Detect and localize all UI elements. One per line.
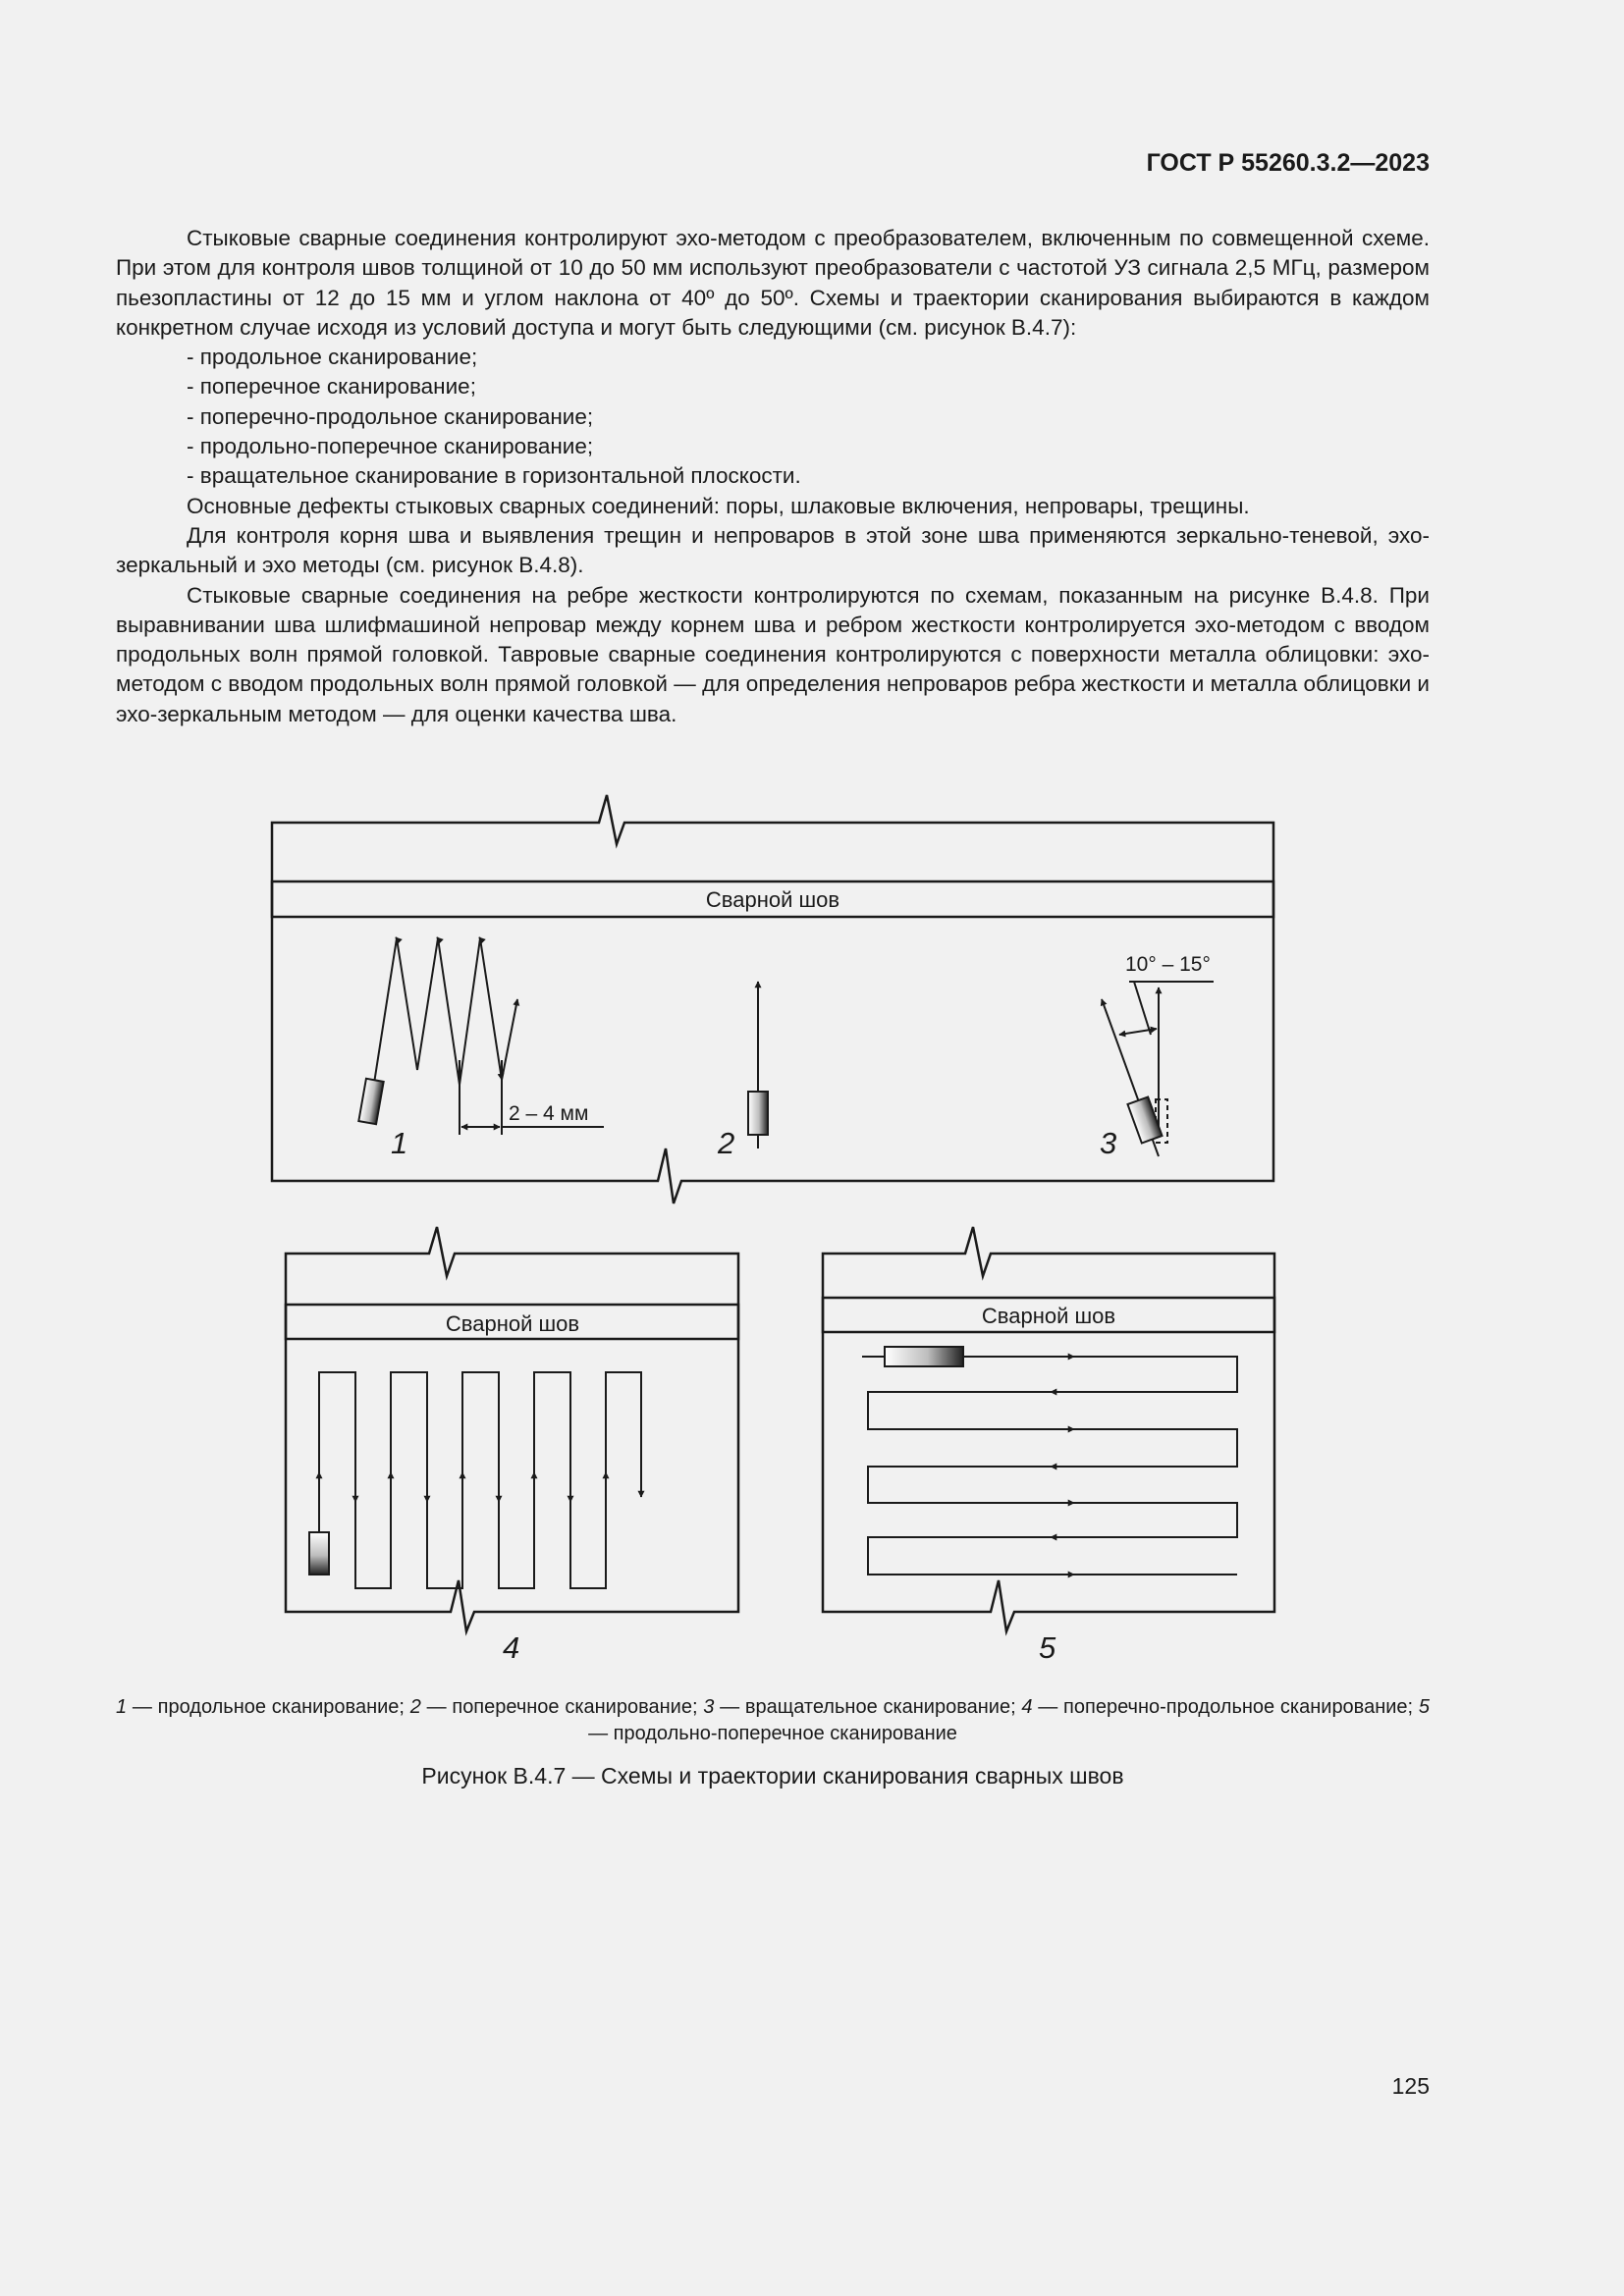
- list-item: - продольное сканирование;: [187, 345, 478, 370]
- figure-caption: Рисунок В.4.7 — Схемы и траектории сканирования сварных швов: [421, 1763, 1124, 1789]
- body-text: [116, 224, 1430, 729]
- scheme-number-3: 3: [1100, 1126, 1117, 1160]
- paragraph-2: Основные дефекты стыковых сварных соединений: поры, шлаковые включения, непровары, трещины.: [187, 493, 1250, 518]
- probe-2: [748, 1092, 768, 1135]
- figure-legend: [116, 1694, 1430, 1747]
- legend-text: — продольно-поперечное сканирование: [588, 1723, 957, 1744]
- transverse-scanning-scheme: [717, 982, 768, 1160]
- legend-text: — поперечное сканирование;: [420, 1696, 704, 1718]
- scanning-schemes-figure: [255, 793, 1306, 1682]
- legend-number: 3: [703, 1696, 715, 1718]
- list-item: - поперечное сканирование;: [187, 374, 476, 400]
- legend-number: 1: [116, 1696, 128, 1718]
- weld-seam-label: Сварной шов: [981, 1304, 1116, 1328]
- legend-text: — поперечно-продольное сканирование;: [1032, 1696, 1419, 1718]
- scheme-number-1: 1: [391, 1126, 408, 1160]
- top-panel: [272, 795, 1273, 1203]
- probe-5: [885, 1347, 963, 1366]
- scheme-number-2: 2: [718, 1126, 735, 1160]
- legend-number: 5: [1418, 1696, 1430, 1718]
- paragraph-4: Стыковые сварные соединения на ребре жесткости контролируются по схемам, показанным на рисунке В.4.8. При выравнивании шва шлифмашиной непровар между корнем шва и ребром жесткости контролируется эхо-методом с вводом продольных волн прямой головкой. Тавровые сварные соединения контролируются с поверхности металла облицовки: эхо-методом с вводом продольных волн прямой головкой — для определения непроваров ребра жесткости и металла облицовки и эхо-зеркальным методом — для оценки качества шва.: [116, 582, 1430, 726]
- page-number: 125: [1391, 2073, 1430, 2099]
- scheme-number-4: 4: [503, 1630, 520, 1665]
- weld-seam-label: Сварной шов: [445, 1311, 580, 1336]
- weld-seam-label: Сварной шов: [705, 887, 840, 912]
- legend-text: — вращательное сканирование;: [714, 1696, 1022, 1718]
- dimension-label: 2 – 4 мм: [509, 1102, 589, 1125]
- probe-3: [1127, 1097, 1162, 1144]
- legend-number: 4: [1021, 1696, 1033, 1718]
- paragraph-1: Стыковые сварные соединения контролируют эхо-методом с преобразователем, включенным по совмещенной схеме. При этом для контроля швов толщиной от 10 до 50 мм используют преобразователи с частотой УЗ сигнала 2,5 МГц, размером пьезопластины от 12 до 15 мм и углом наклона от 40º до 50º. Схемы и траектории сканирования выбираются в каждом конкретном случае исходя из условий доступа и могут быть следующими (см. рисунок В.4.7):: [116, 226, 1430, 340]
- legend-text: — продольное сканирование;: [127, 1696, 410, 1718]
- legend-number: 2: [409, 1696, 421, 1718]
- list-item: - продольно-поперечное сканирование;: [187, 434, 594, 459]
- longitudinal-transverse-scheme: [823, 1227, 1274, 1665]
- probe-4: [309, 1532, 329, 1575]
- probe-1: [358, 1079, 383, 1124]
- list-item: - вращательное сканирование в горизонтальной плоскости.: [187, 463, 801, 489]
- list-item: - поперечно-продольное сканирование;: [187, 403, 594, 429]
- transverse-longitudinal-scheme: [286, 1227, 738, 1665]
- rotational-scanning-scheme: [1100, 953, 1214, 1160]
- figure-drawing: [255, 793, 1306, 1677]
- longitudinal-scanning-scheme: [358, 937, 604, 1160]
- angle-label: 10° – 15°: [1125, 953, 1211, 976]
- paragraph-3: Для контроля корня шва и выявления трещин и непроваров в этой зоне шва применяются зеркально-теневой, эхо-зеркальный и эхо методы (см. рисунок В.4.8).: [116, 522, 1430, 578]
- document-header: ГОСТ Р 55260.3.2—2023: [1146, 149, 1430, 177]
- scheme-number-5: 5: [1039, 1630, 1056, 1665]
